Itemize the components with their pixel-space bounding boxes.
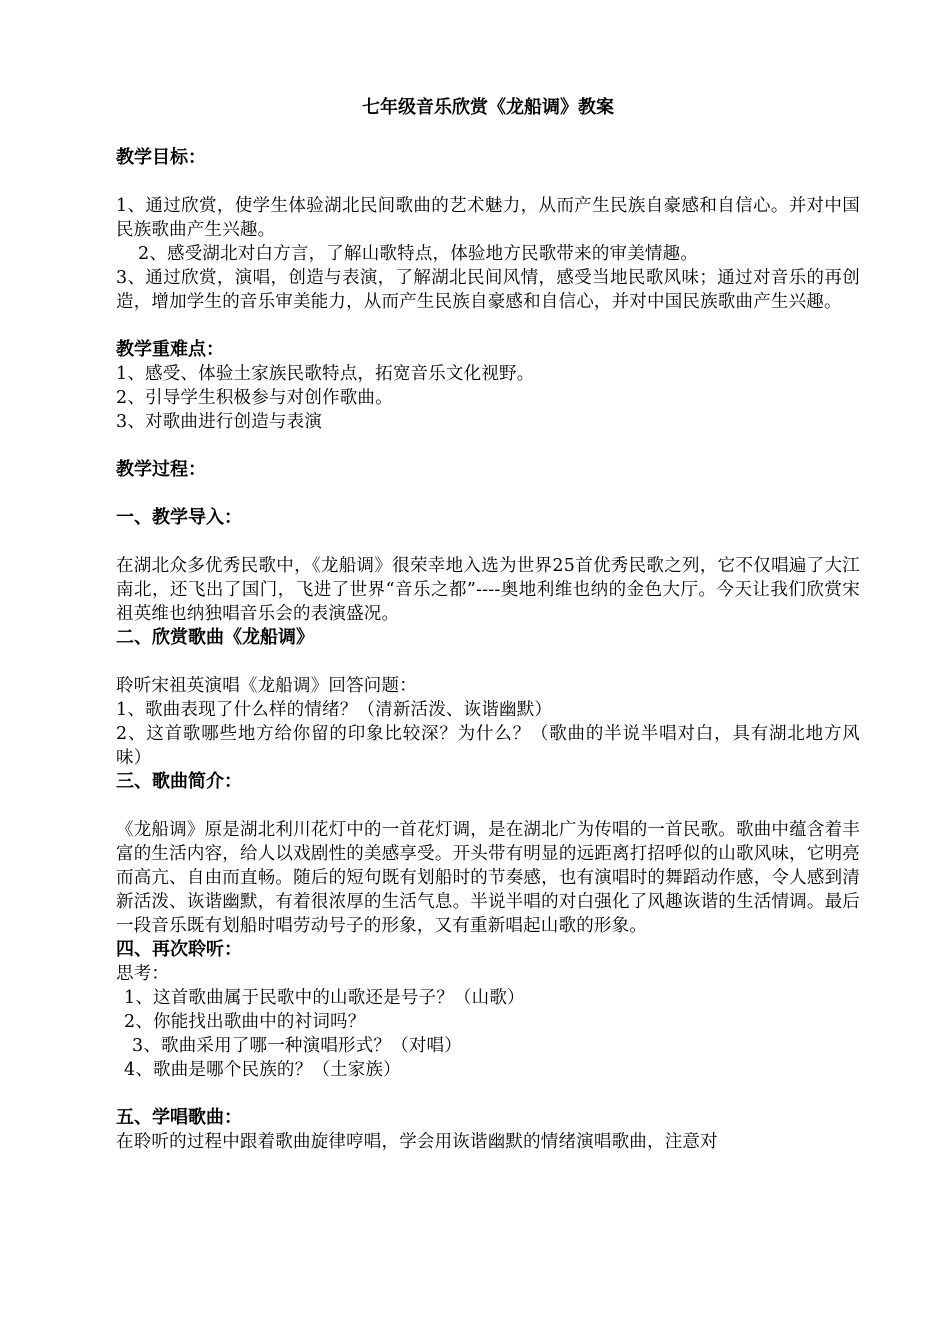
section4-item-4: 4、歌曲是哪个民族的？（土家族） — [124, 1060, 401, 1080]
section4-item-2: 2、你能找出歌曲中的衬词吗？ — [124, 1012, 366, 1032]
goal-item-1: 1、通过欣赏，使学生体验湖北民间歌曲的艺术魅力，从而产生民族自豪感和自信心。并对中国民族歌曲产生兴趣。 — [116, 196, 860, 240]
section4-item-1: 1、这首歌曲属于民歌中的山歌还是号子？（山歌） — [124, 988, 525, 1008]
document-title: 七年级音乐欣赏《龙船调》教案 — [362, 97, 614, 118]
section1-heading: 一、教学导入： — [116, 507, 242, 528]
section4-heading: 四、再次聆听： — [116, 939, 242, 960]
section2-item-1: 1、歌曲表现了什么样的情绪？（清新活泼、诙谐幽默） — [116, 700, 553, 720]
goal-item-2: 2、感受湖北对白方言，了解山歌特点，体验地方民歌带来的审美情趣。 — [138, 244, 699, 264]
section2-intro: 聆听宋祖英演唱《龙船调》回答问题： — [116, 676, 417, 696]
section2-heading: 二、欣赏歌曲《龙船调》 — [116, 627, 314, 648]
keypoints-heading: 教学重难点： — [116, 339, 224, 360]
section2-item-2: 2、这首歌哪些地方给你留的印象比较深？为什么？（歌曲的半说半唱对白，具有湖北地方风味） — [116, 724, 860, 768]
section4-intro: 思考： — [116, 964, 170, 984]
section4-item-3: 3、歌曲采用了哪一种演唱形式？（对唱） — [132, 1036, 462, 1056]
keypoint-item-1: 1、感受、体验土家族民歌特点，拓宽音乐文化视野。 — [116, 364, 535, 384]
keypoint-item-3: 3、对歌曲进行创造与表演 — [116, 412, 323, 432]
process-heading: 教学过程： — [116, 459, 206, 480]
section3-heading: 三、歌曲简介： — [116, 771, 242, 792]
section1-text: 在湖北众多优秀民歌中，《龙船调》很荣幸地入选为世界25首优秀民歌之列，它不仅唱遍了大江南北，还飞出了国门，飞进了世界“音乐之都”----奥地利维也纳的金色大厅。今天让我们欣赏宋祖英维也纳独唱音乐会的表演盛况。 — [116, 556, 860, 624]
goal-item-3: 3、通过欣赏，演唱，创造与表演，了解湖北民间风情，感受当地民歌风味；通过对音乐的再创造，增加学生的音乐审美能力，从而产生民族自豪感和自信心，并对中国民族歌曲产生兴趣。 — [116, 268, 860, 312]
section3-text: 《龙船调》原是湖北利川花灯中的一首花灯调，是在湖北广为传唱的一首民歌。歌曲中蕴含着丰富的生活内容，给人以戏剧性的美感享受。开头带有明显的远距离打招呼似的山歌风味，它明亮而高亢、自由而直畅。随后的短句既有划船时的节奏感，也有演唱时的舞蹈动作感，令人感到清新活泼、诙谐幽默，有着很浓厚的生活气息。半说半唱的对白强化了风趣诙谐的生活情调。最后一段音乐既有划船时唱劳动号子的形象，又有重新唱起山歌的形象。 — [116, 820, 860, 936]
keypoint-item-2: 2、引导学生积极参与对创作歌曲。 — [116, 388, 393, 408]
section5-text: 在聆听的过程中跟着歌曲旋律哼唱，学会用诙谐幽默的情绪演唱歌曲，注意对 — [116, 1132, 718, 1152]
section5-heading: 五、学唱歌曲： — [116, 1107, 242, 1128]
goals-heading: 教学目标： — [116, 147, 206, 168]
